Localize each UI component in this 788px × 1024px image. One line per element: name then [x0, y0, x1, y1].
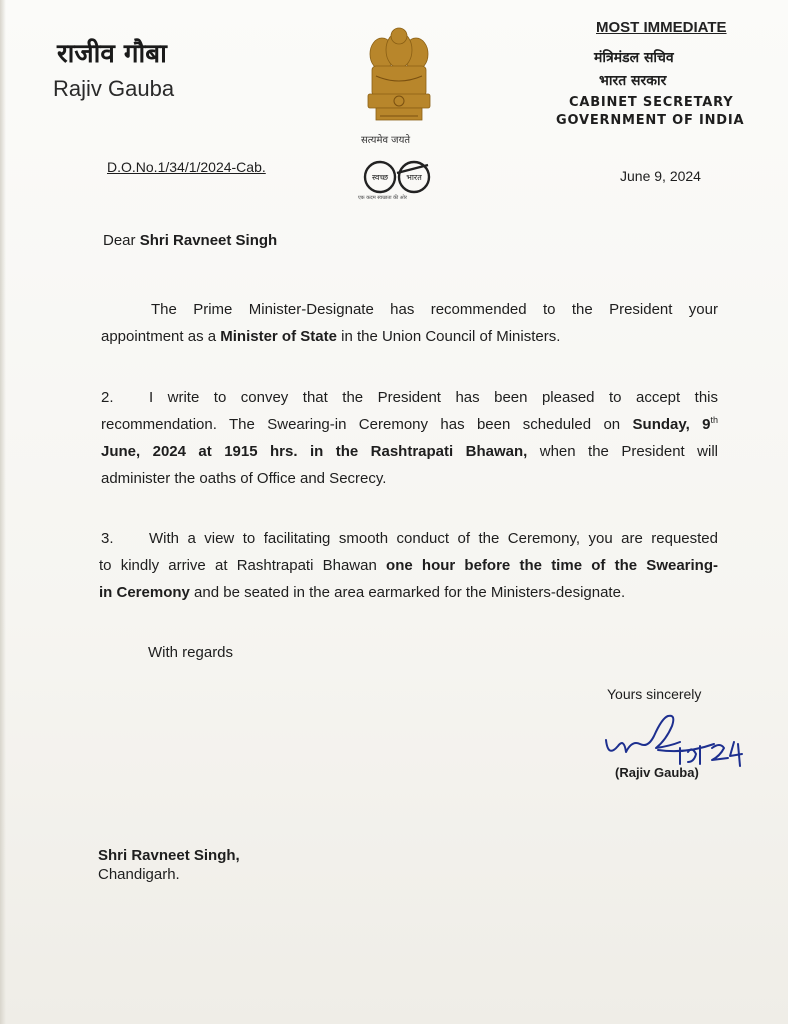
para3-line3-b: and be seated in the area earmarked for the Ministers-designate.	[189, 584, 626, 601]
para3-number: 3.	[101, 530, 114, 547]
office-title-hindi-1: मंत्रिमंडल सचिव	[594, 50, 674, 66]
page-edge-shadow	[0, 0, 6, 1024]
reference-number: D.O.No.1/34/1/2024-Cab.	[107, 159, 266, 175]
emblem-motto: सत्यमेव जयते	[361, 135, 411, 146]
para3-line2-a: to kindly arrive at Rashtrapati Bhawan	[99, 557, 387, 574]
para2-line2	[101, 411, 718, 438]
salutation-prefix: Dear	[103, 232, 140, 249]
para1-line2-c: in the Union Council of Ministers.	[336, 328, 561, 345]
swachh-tagline: एक कदम स्वच्छता की ओर	[358, 195, 407, 201]
swachh-left-text: स्वच्छ	[371, 173, 389, 182]
para2-line3-b: when the President will	[527, 443, 718, 460]
office-title-line2: GOVERNMENT OF INDIA	[556, 113, 745, 128]
handwritten-signature-icon	[596, 700, 756, 770]
salutation	[103, 232, 277, 249]
closing-regards: With regards	[148, 644, 234, 661]
salutation-name: Shri Ravneet Singh	[139, 232, 278, 249]
para1-line2-a: appointment as a	[101, 328, 221, 345]
signatory-name: (Rajiv Gauba)	[615, 765, 699, 780]
para2-line2-a: recommendation. The Swearing-in Ceremony has been scheduled on	[101, 416, 633, 433]
para3-line1	[101, 525, 718, 552]
para2-number: 2.	[101, 389, 114, 406]
para2-line3	[101, 438, 718, 465]
letter-date: June 9, 2024	[620, 168, 701, 184]
priority-label: MOST IMMEDIATE	[596, 19, 727, 36]
para2-line3-bold: June, 2024 at 1915 hrs. in the Rashtrapati Bhawan,	[101, 443, 528, 460]
office-title-hindi-2: भारत सरकार	[599, 73, 667, 89]
para3-line3-bold: in Ceremony	[99, 584, 190, 601]
sender-name-english: Rajiv Gauba	[53, 76, 175, 101]
office-title-line1: CABINET SECRETARY	[569, 95, 734, 110]
swachh-right-text: भारत	[406, 173, 422, 182]
para3-line2	[99, 552, 718, 579]
para2-line2-bold: Sunday, 9	[632, 416, 711, 433]
para3-line1-text: With a view to facilitating smooth conduct of the Ceremony, you are requested	[149, 530, 718, 547]
sender-name-hindi: राजीव गौबा	[57, 39, 167, 69]
para2-line1-text: I write to convey that the President has been pleased to accept this	[149, 389, 718, 406]
sign-off: Yours sincerely	[607, 686, 702, 702]
recipient-city: Chandigarh.	[98, 866, 180, 883]
para1-line1	[101, 296, 718, 323]
para1-line2	[101, 323, 560, 350]
para2-line1	[101, 384, 718, 411]
recipient-name: Shri Ravneet Singh,	[98, 847, 240, 864]
national-emblem-icon	[362, 26, 436, 136]
para3-line3	[99, 579, 625, 606]
para3-line2-bold: one hour before the time of the Swearing-	[386, 557, 718, 574]
para2-line2-sup: th	[710, 415, 718, 425]
para2-line4: administer the oaths of Office and Secrecy.	[101, 470, 387, 487]
para1-line1-text: The Prime Minister-Designate has recommended to the President your	[151, 301, 718, 318]
para1-line2-bold: Minister of State	[220, 328, 337, 345]
